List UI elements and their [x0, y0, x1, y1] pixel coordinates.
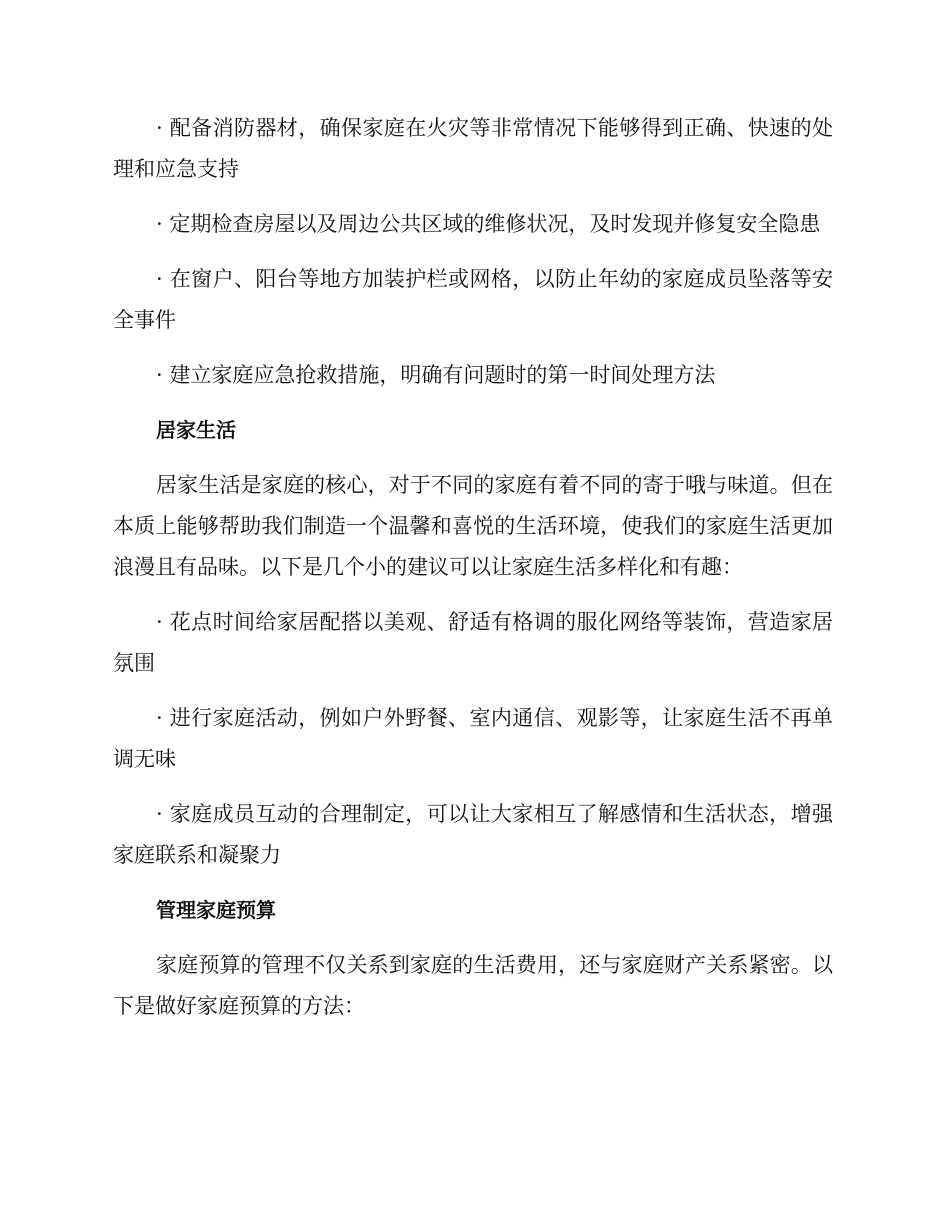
paragraph-budget-intro: 家庭预算的管理不仅关系到家庭的生活费用，还与家庭财产关系紧密。以下是做好家庭预算的方法：: [113, 953, 833, 1018]
bullet-home-decor: · 花点时间给家居配搭以美观、舒适有格调的服化网络等装饰，营造家居氛围: [113, 610, 833, 675]
bullet-emergency-measures: · 建立家庭应急抢救措施，明确有问题时的第一时间处理方法: [156, 363, 716, 387]
bullet-window-guards: · 在窗户、阳台等地方加装护栏或网格，以防止年幼的家庭成员坠落等安全事件: [113, 267, 833, 332]
paragraph-home-life-intro: 居家生活是家庭的核心，对于不同的家庭有着不同的寄于哦与味道。但在本质上能够帮助我们制造一个温馨和喜悦的生活环境，使我们的家庭生活更加浪漫且有品味。以下是几个小的建议可以让家庭生活多样化和有趣：: [113, 473, 833, 579]
section-heading-family-budget: 管理家庭预算: [156, 898, 276, 922]
bullet-house-inspection: · 定期检查房屋以及周边公共区域的维修状况，及时发现并修复安全隐患: [156, 212, 821, 236]
section-heading-home-life: 居家生活: [156, 418, 236, 442]
bullet-family-interaction: · 家庭成员互动的合理制定，可以让大家相互了解感情和生活状态，增强家庭联系和凝聚力: [113, 802, 833, 867]
bullet-family-activities: · 进行家庭活动，例如户外野餐、室内通信、观影等，让家庭生活不再单调无味: [113, 706, 833, 771]
bullet-fire-equipment: · 配备消防器材，确保家庭在火灾等非常情况下能够得到正确、快速的处理和应急支持: [113, 116, 833, 181]
document-body: [113, 108, 833, 1041]
